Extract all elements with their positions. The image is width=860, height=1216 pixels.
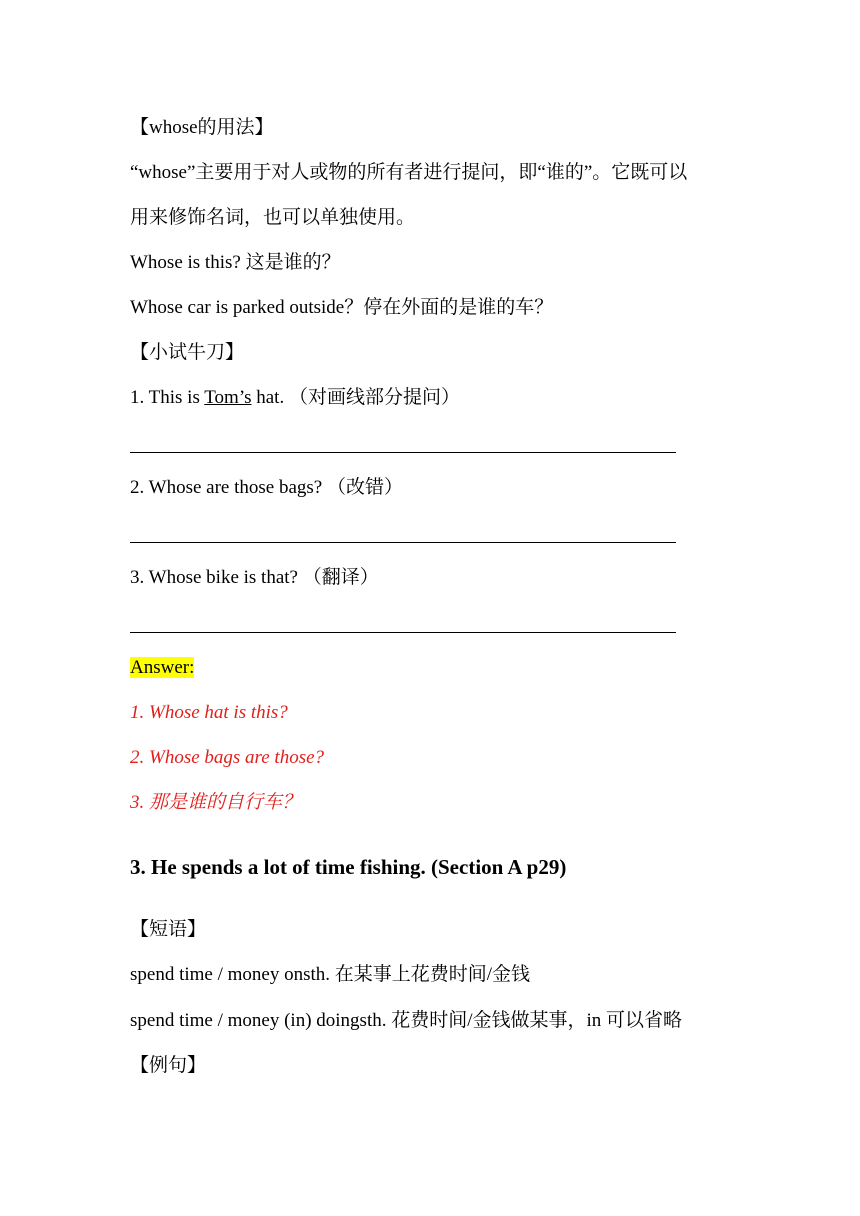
- whose-usage-title: 【whose的用法】: [130, 117, 274, 138]
- answer-label: [130, 656, 194, 680]
- practice-question-2: 2. Whose are those bags? （改错）: [130, 477, 403, 498]
- practice-question-3: 3. Whose bike is that? （翻译）: [130, 567, 379, 588]
- answer-item-3: 3. 那是谁的自行车？: [130, 792, 302, 813]
- answer-label-highlight: Answer:: [130, 657, 195, 678]
- whose-example-1: Whose is this? 这是谁的？: [130, 252, 341, 273]
- whose-intro-line-1: “whose”主要用于对人或物的所有者进行提问，即“谁的”。它既可以: [130, 162, 688, 183]
- practice-title: 【小试牛刀】: [130, 342, 245, 363]
- answer-blank-line-3: [130, 632, 676, 633]
- examples-title: 【例句】: [130, 1055, 207, 1076]
- whose-example-2: Whose car is parked outside？停在外面的是谁的车？: [130, 297, 554, 318]
- phrase-2: spend time / money (in) doingsth. 花费时间/金钱做某事，in 可以省略: [130, 1010, 683, 1031]
- answer-item-1: 1. Whose hat is this?: [130, 702, 288, 723]
- answer-blank-line-2: [130, 542, 676, 543]
- answer-item-2: 2. Whose bags are those?: [130, 747, 325, 768]
- question-1-suffix: hat. （对画线部分提问）: [251, 387, 460, 408]
- phrases-title: 【短语】: [130, 919, 207, 940]
- practice-question-1: [130, 386, 460, 410]
- question-1-underlined-word: Tom’s: [204, 387, 252, 408]
- phrase-1: spend time / money onsth. 在某事上花费时间/金钱: [130, 964, 531, 985]
- section-heading: 3. He spends a lot of time fishing. (Section A p29): [130, 855, 567, 879]
- answer-blank-line-1: [130, 452, 676, 453]
- whose-intro-line-2: 用来修饰名词，也可以单独使用。: [130, 207, 416, 228]
- question-1-prefix: 1. This is: [130, 387, 205, 408]
